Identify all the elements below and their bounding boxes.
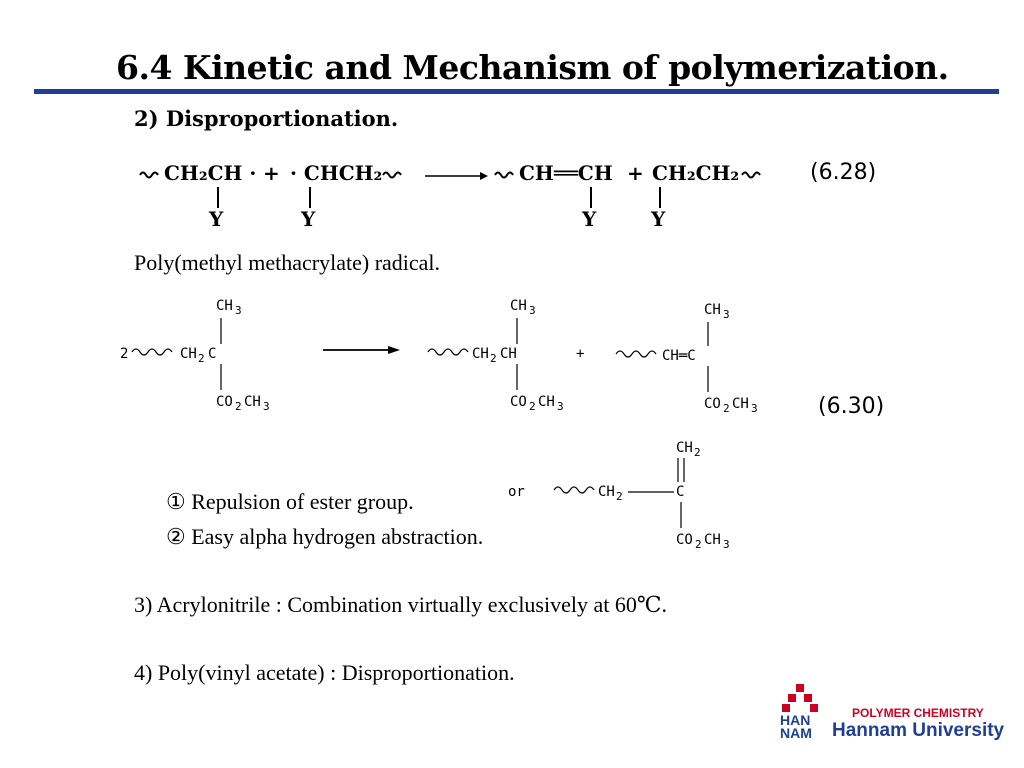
svg-text:3: 3	[751, 402, 758, 415]
svg-text:CH: CH	[676, 440, 693, 456]
svg-text:CO: CO	[704, 396, 721, 412]
svg-text:2: 2	[723, 402, 730, 415]
wavy-bond	[383, 173, 401, 178]
svg-text:2: 2	[695, 538, 702, 551]
section-heading-disproportionation: 2) Disproportionation.	[134, 106, 399, 131]
svg-text:CH: CH	[598, 484, 615, 500]
hannam-logo-mark	[782, 684, 820, 714]
svg-text:2: 2	[694, 446, 701, 459]
plus-sign: +	[263, 161, 280, 185]
title-underline	[34, 89, 999, 94]
reactant-2-label: · CHCH₂	[290, 161, 383, 185]
svg-text:CH: CH	[244, 394, 261, 410]
coefficient: 2	[120, 346, 129, 362]
logo-han-nam: HAN NAM	[780, 712, 812, 741]
wavy-bond	[742, 173, 760, 178]
wavy-bond	[140, 173, 158, 178]
svg-text:CH: CH	[510, 298, 527, 314]
plus-sign: +	[627, 161, 644, 185]
svg-text:CH: CH	[472, 346, 489, 362]
svg-text:CO: CO	[216, 394, 233, 410]
wavy-bond	[495, 173, 513, 178]
product-1-label: CH══CH	[519, 161, 613, 185]
svg-text:CH: CH	[180, 346, 197, 362]
svg-text:C: C	[208, 346, 217, 362]
equation-number-6-30: (6.30)	[818, 394, 885, 419]
wavy-bond	[616, 351, 656, 357]
reason-item-2: ② Easy alpha hydrogen abstraction.	[166, 524, 484, 549]
logo-tagline: POLYMER CHEMISTRY	[852, 706, 984, 720]
plus-sign: +	[576, 346, 585, 362]
reason-item-1: ① Repulsion of ester group.	[166, 489, 414, 514]
svg-text:CH: CH	[704, 302, 721, 318]
reaction-scheme-6-30	[110, 290, 810, 560]
or-label: or	[508, 484, 525, 500]
reaction-scheme-6-28	[130, 150, 790, 235]
svg-text:3: 3	[235, 304, 242, 317]
substituent-y: Y	[651, 207, 666, 231]
svg-text:2: 2	[235, 400, 242, 413]
svg-text:CH═C: CH═C	[662, 348, 696, 364]
svg-text:CH: CH	[732, 396, 749, 412]
svg-text:3: 3	[723, 538, 730, 551]
wavy-bond	[428, 349, 468, 355]
substituent-y: Y	[209, 207, 224, 231]
svg-text:CH: CH	[704, 532, 721, 548]
svg-text:2: 2	[616, 490, 623, 503]
svg-text:3: 3	[529, 304, 536, 317]
reactant-1-label: CH₂CH ·	[164, 161, 257, 185]
svg-text:2: 2	[198, 352, 205, 365]
substituent-y: Y	[301, 207, 316, 231]
svg-text:2: 2	[529, 400, 536, 413]
svg-text:CO: CO	[676, 532, 693, 548]
pmma-radical-heading: Poly(methyl methacrylate) radical.	[134, 250, 441, 275]
svg-text:CO: CO	[510, 394, 527, 410]
svg-text:2: 2	[490, 352, 497, 365]
acrylonitrile-item: 3) Acrylonitrile : Combination virtually exclusively at 60℃.	[134, 592, 667, 617]
svg-text:3: 3	[723, 308, 730, 321]
logo-university-name: Hannam University	[832, 720, 1005, 741]
wavy-bond	[554, 487, 594, 493]
svg-text:C: C	[676, 484, 685, 500]
page-title: 6.4 Kinetic and Mechanism of polymerization.	[116, 48, 949, 87]
wavy-bond	[132, 349, 172, 355]
substituent-y: Y	[582, 207, 597, 231]
svg-text:CH: CH	[500, 346, 517, 362]
product-2-label: CH₂CH₂	[652, 161, 740, 185]
svg-text:3: 3	[557, 400, 564, 413]
svg-text:CH: CH	[216, 298, 233, 314]
equation-number-6-28: (6.28)	[810, 160, 877, 185]
svg-text:CH: CH	[538, 394, 555, 410]
poly-vinyl-acetate-item: 4) Poly(vinyl acetate) : Disproportionation.	[134, 660, 515, 685]
svg-text:3: 3	[263, 400, 270, 413]
